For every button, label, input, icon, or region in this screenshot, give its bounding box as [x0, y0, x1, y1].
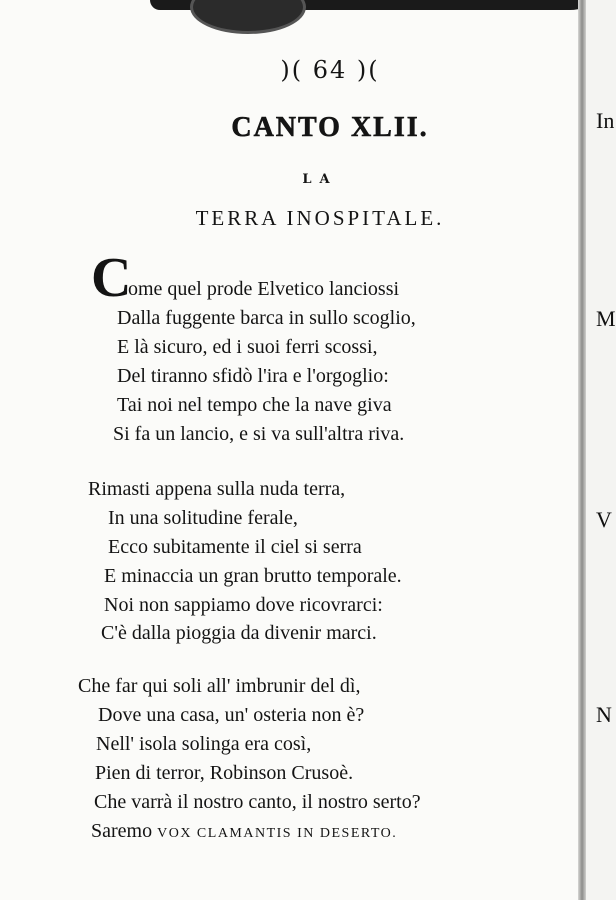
verse-line: Noi non sappiamo dove ricovrarci:: [104, 594, 383, 616]
verse-line: Rimasti appena sulla nuda terra,: [88, 478, 346, 500]
verse-line: Ecco subitamente il ciel si serra: [108, 536, 362, 558]
facing-page-letter: M: [596, 306, 616, 331]
verse-line: Che far qui soli all' imbrunir del dì,: [78, 675, 361, 697]
facing-page-letter: N: [596, 702, 612, 727]
verse-line: Tai noi nel tempo che la nave giva: [117, 394, 392, 416]
verse-line: ome quel prode Elvetico lanciossi: [128, 278, 400, 300]
verse-line: Che varrà il nostro canto, il nostro serto?: [94, 791, 421, 813]
verse-line-last: [91, 820, 397, 843]
drop-cap: C: [91, 247, 132, 309]
verse-line: E minaccia un gran brutto temporale.: [104, 565, 402, 587]
facing-page-edge: [586, 0, 616, 900]
binding-clip: [190, 0, 306, 34]
page-number: )( 64 )(: [280, 56, 380, 84]
verse-line: E là sicuro, ed i suoi ferri scossi,: [117, 336, 378, 358]
verse-line: C'è dalla pioggia da divenir marci.: [101, 622, 377, 644]
page-gutter: [578, 0, 586, 900]
facing-page-letter: In: [596, 108, 615, 133]
last-line-prefix: Saremo: [91, 820, 153, 842]
verse-line: In una solitudine ferale,: [108, 507, 298, 529]
facing-page-letter: V: [596, 507, 612, 532]
poem-title: TERRA INOSPITALE.: [195, 206, 445, 230]
verse-line: Nell' isola solinga era così,: [96, 733, 312, 755]
title-article: LA: [302, 172, 338, 187]
verse-line: Del tiranno sfidò l'ira e l'orgoglio:: [117, 365, 389, 387]
verse-line: Si fa un lancio, e si va sull'altra riva.: [113, 423, 405, 445]
verse-line: Pien di terror, Robinson Crusoè.: [95, 762, 354, 784]
verse-line: Dalla fuggente barca in sullo scoglio,: [117, 307, 416, 329]
last-line-caps: VOX CLAMANTIS IN DESERTO.: [157, 826, 398, 841]
canto-title: CANTO XLII.: [231, 112, 429, 143]
verse-line: Dove una casa, un' osteria non è?: [98, 704, 365, 726]
